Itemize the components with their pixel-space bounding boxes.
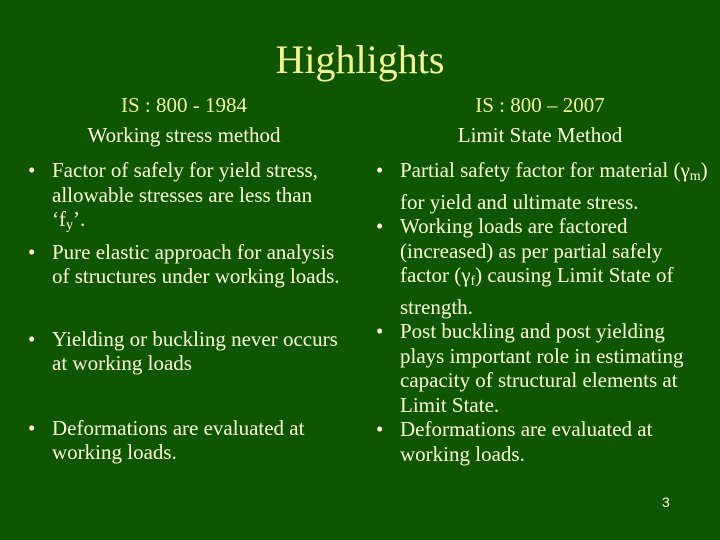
left-bullet-allowable-stress xyxy=(24,158,344,239)
left-column-header xyxy=(24,90,344,150)
left-column-subheading: Working stress method xyxy=(87,123,281,147)
left-column-heading: IS : 800 - 1984 xyxy=(121,93,247,117)
right-column-subheading: Limit State Method xyxy=(457,123,623,147)
bullet-text-end: ) causing Limit State of strength. xyxy=(400,263,674,319)
right-bullet-factored-loads xyxy=(372,214,712,319)
bullet-text-end: ) for yield and ultimate stress. xyxy=(400,158,708,214)
right-bullet-partial-safety-factor xyxy=(372,158,712,214)
bullet-text: Deformations are evaluated at working loads. xyxy=(400,417,653,466)
right-column-heading: IS : 800 – 2007 xyxy=(475,93,605,117)
subscript: m xyxy=(689,169,701,184)
left-bullet-yielding-buckling xyxy=(24,327,344,376)
subscript: f xyxy=(470,274,476,289)
subscript: y xyxy=(66,218,73,233)
bullet-text: Pure elastic approach for analysis of structures under working loads. xyxy=(52,239,340,288)
bullet-text: Yielding or buckling never occurs at working loads xyxy=(52,326,338,375)
bullet-text: Factor of safely for yield stress, allowable stresses are less than ‘f xyxy=(52,158,318,231)
left-bullet-list xyxy=(24,158,344,465)
right-bullet-list xyxy=(372,158,712,466)
left-bullet-elastic-approach xyxy=(24,240,344,289)
bullet-text: Deformations are evaluated at working loads. xyxy=(52,415,305,464)
right-bullet-deformations xyxy=(372,417,712,466)
bullet-text: Working loads are factored (increased) as per partial safely factor (γ xyxy=(400,214,663,287)
page-number: 3 xyxy=(662,494,670,510)
bullet-text: Post buckling and post yielding plays important role in estimating capacity of structural elements at Limit State. xyxy=(400,319,684,417)
right-column-header xyxy=(372,90,708,150)
left-bullet-deformations xyxy=(24,416,344,465)
bullet-text: Partial safety factor for material (γ xyxy=(400,158,690,182)
bullet-text-end: ’. xyxy=(73,207,86,231)
right-bullet-post-buckling xyxy=(372,319,712,417)
slide-title: Highlights xyxy=(275,37,445,82)
